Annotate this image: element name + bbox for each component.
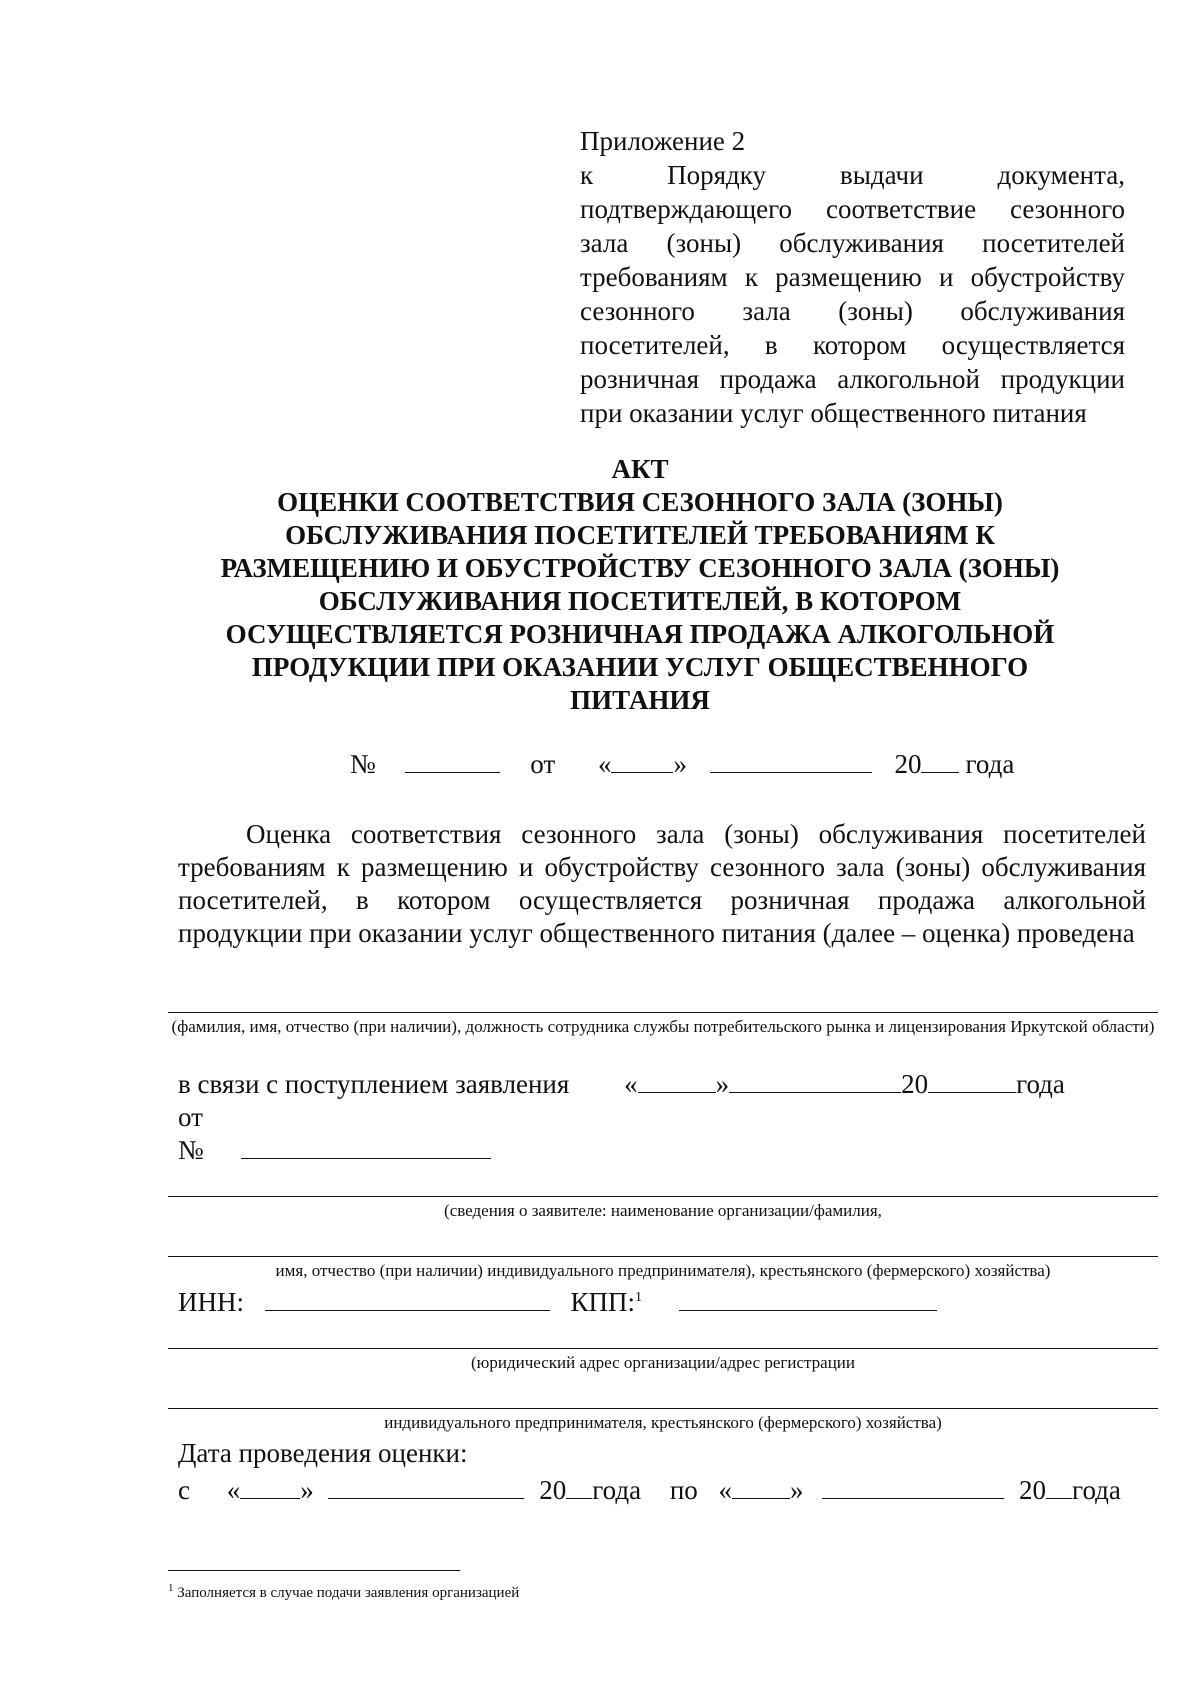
date-from-month-field[interactable] <box>328 1474 524 1499</box>
application-year-prefix: 20 <box>901 1069 929 1099</box>
open-quote: « <box>597 749 612 779</box>
annex-text: к Порядку выдачи документа, подтверждающего соответствие сезонного зала (зоны) обслуживания посетителей требованиям к размещению и обустройству сезонного зала (зоны) обслуживания посетителей, в котором осуществляется розничная продажа алкогольной продукции при оказании услуг общественного питания <box>580 160 1125 428</box>
application-open-quote: « <box>624 1069 638 1099</box>
applicant-name-line[interactable] <box>168 1196 1158 1197</box>
act-title-word: АКТ <box>611 454 669 484</box>
year-suffix: года <box>965 749 1015 779</box>
year-prefix: 20 <box>894 749 922 779</box>
address-line-2[interactable] <box>168 1408 1158 1409</box>
kpp-label: КПП: <box>570 1287 636 1317</box>
application-row <box>178 1068 1065 1100</box>
date-from-close-quote: » <box>300 1475 314 1505</box>
date-to-year-suffix: года <box>1072 1475 1121 1505</box>
act-title <box>180 453 1100 717</box>
address-line[interactable] <box>168 1348 1158 1349</box>
address-caption-2: индивидуального предпринимателя, крестьянского (фермерского) хозяйства) <box>384 1413 942 1432</box>
act-number-field[interactable] <box>405 748 500 773</box>
assessment-date-label: Дата проведения оценки: <box>178 1438 468 1468</box>
close-quote: » <box>673 749 687 779</box>
assessment-paragraph: Оценка соответствия сезонного зала (зоны) обслуживания посетителей требованиям к размещению и обустройству сезонного зала (зоны) обслуживания посетителей, в котором осуществляется розничная продажа алкогольной продукции при оказании услуг общественного питания (далее – оценка) проведена <box>178 819 1146 948</box>
date-to-label: по <box>669 1475 698 1505</box>
from-label: от <box>530 749 556 779</box>
applicant-name-line-2[interactable] <box>168 1256 1158 1257</box>
act-title-body: ОЦЕНКИ СООТВЕТСТВИЯ СЕЗОННОГО ЗАЛА (ЗОНЫ) ОБСЛУЖИВАНИЯ ПОСЕТИТЕЛЕЙ ТРЕБОВАНИЯМ К РАЗМЕЩЕНИЮ И ОБУСТРОЙСТВУ СЕЗОННОГО ЗАЛА (ЗОНЫ) ОБСЛУЖИВАНИЯ ПОСЕТИТЕЛЕЙ, В КОТОРОМ ОСУЩЕСТВЛЯЕТСЯ РОЗНИЧНАЯ ПРОДАЖА АЛКОГОЛЬНОЙ ПРОДУКЦИИ ПРИ ОКАЗАНИИ УСЛУГ ОБЩЕСТВЕННОГО ПИТАНИЯ <box>220 487 1060 715</box>
date-to-close-quote: » <box>790 1475 804 1505</box>
applicant-caption-2: имя, отчество (при наличии) индивидуального предпринимателя), крестьянского (фермерского) хозяйства) <box>275 1261 1051 1280</box>
footnote-mark: 1 <box>168 1582 174 1594</box>
date-from-year-suffix: года <box>592 1475 642 1505</box>
footnote <box>168 1582 519 1602</box>
application-number-field[interactable] <box>241 1134 491 1159</box>
application-year-field[interactable] <box>928 1068 1016 1093</box>
date-from-year-field[interactable] <box>566 1474 592 1499</box>
act-number-line <box>350 748 1024 780</box>
employee-caption: (фамилия, имя, отчество (при наличии), должность сотрудника службы потребительского рынка и лицензирования Иркутской области) <box>171 1017 1155 1036</box>
footnote-separator <box>168 1570 460 1571</box>
application-close-quote: » <box>715 1069 730 1099</box>
annex-header <box>580 124 1125 430</box>
date-to-month-field[interactable] <box>822 1474 1004 1499</box>
date-to-year-prefix: 20 <box>1019 1475 1047 1505</box>
date-to-year-field[interactable] <box>1046 1474 1072 1499</box>
date-from-year-prefix: 20 <box>539 1475 567 1505</box>
inn-kpp-row <box>178 1286 937 1318</box>
act-day-field[interactable] <box>611 748 673 773</box>
employee-field-line[interactable] <box>168 1012 1158 1013</box>
application-number-sign: № <box>178 1135 204 1165</box>
inn-label: ИНН: <box>178 1287 244 1317</box>
act-year-field[interactable] <box>921 748 959 773</box>
application-year-suffix: года <box>1016 1069 1065 1099</box>
act-month-field[interactable] <box>710 748 872 773</box>
application-from-label: от <box>178 1102 203 1132</box>
applicant-caption-1: (сведения о заявителе: наименование организации/фамилия, <box>444 1201 882 1220</box>
address-caption-1: (юридический адрес организации/адрес регистрации <box>470 1353 856 1372</box>
kpp-field[interactable] <box>679 1286 937 1311</box>
application-label: в связи с поступлением заявления <box>178 1069 570 1099</box>
number-sign: № <box>350 749 376 779</box>
date-from-label: с <box>178 1475 190 1505</box>
annex-title: Приложение 2 <box>580 126 746 156</box>
application-day-field[interactable] <box>638 1068 716 1093</box>
date-to-day-field[interactable] <box>732 1474 790 1499</box>
inn-field[interactable] <box>265 1286 550 1311</box>
assessment-date-row <box>178 1474 1121 1506</box>
application-number-row <box>178 1134 491 1166</box>
date-to-open-quote: « <box>718 1475 733 1505</box>
application-month-field[interactable] <box>729 1068 901 1093</box>
date-from-open-quote: « <box>226 1475 241 1505</box>
kpp-footnote-mark: 1 <box>635 1290 643 1305</box>
footnote-text: Заполняется в случае подачи заявления организацией <box>177 1585 520 1601</box>
date-from-day-field[interactable] <box>240 1474 300 1499</box>
